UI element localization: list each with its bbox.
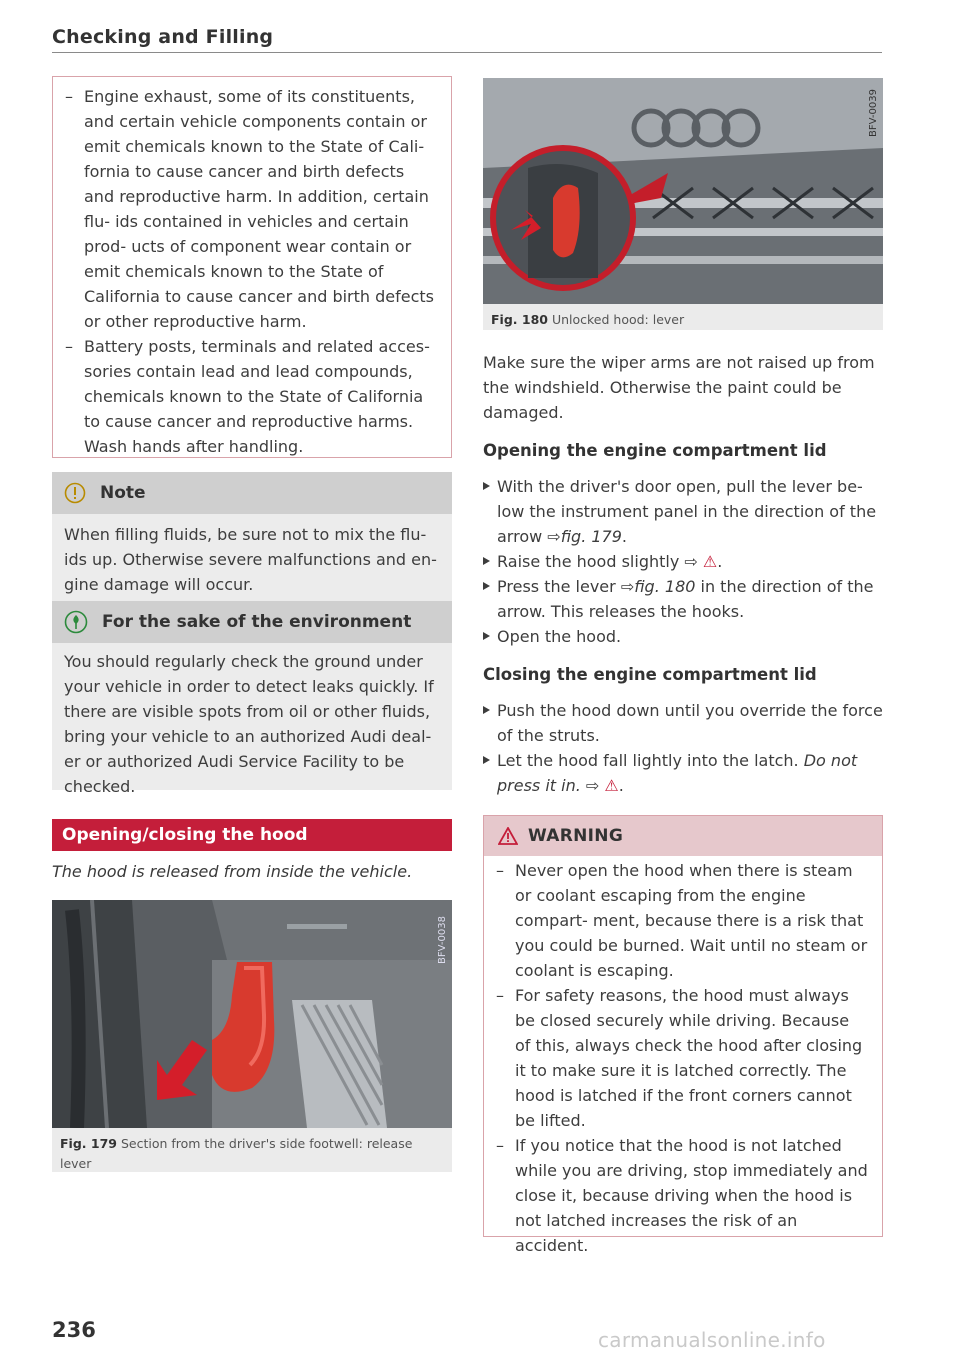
figure-180-caption <box>483 304 883 330</box>
environment-header <box>52 601 452 643</box>
note-body: When filling fluids, be sure not to mix the flu- ids up. Otherwise severe malfunctions and en- gine damage will occur. <box>52 514 452 612</box>
page-header-title: Checking and Filling <box>52 26 274 48</box>
watermark: carmanualsonline.info <box>598 1328 826 1352</box>
figure-caption-text: Section from the driver's side footwell: release lever <box>60 1136 413 1171</box>
footwell-release-lever-image <box>52 900 452 1128</box>
warning-header <box>484 816 882 856</box>
note-header <box>52 472 452 514</box>
environment-box <box>52 601 452 796</box>
warning-item: – Engine exhaust, some of its constituents, and certain vehicle components contain or emit chemicals known to the State of Cali- fornia to cause cancer and birth defects and reproductive harm. In addition, certain flu- ids contained in vehicles and certain prod- ucts of component wear contain or emit chemicals known to the State of California to cause cancer and birth defects or other reproductive harm. <box>63 84 437 334</box>
warning-triangle-icon[interactable]: ⚠ <box>604 776 619 795</box>
step-text: Press the lever <box>497 577 616 596</box>
step-item <box>483 574 883 624</box>
warning-title: WARNING <box>528 826 624 846</box>
warning-items <box>484 856 882 1258</box>
warning-item: – If you notice that the hood is not latched while you are driving, stop immediately and close it, because driving when the hood is not latched increases the risk of an accident. <box>494 1133 868 1258</box>
environment-body: You should regularly check the ground under your vehicle in order to detect leaks quickly. If there are visible spots from oil or other fluids, bring your vehicle to an authorized Audi deal- er or authorized Audi Service Facility to be checked. <box>52 643 452 790</box>
closing-steps <box>483 698 883 798</box>
reference-arrow-icon: ⇨ <box>620 577 635 596</box>
step-text: Let the hood fall lightly into the latch. <box>497 751 799 770</box>
step-emphasis: Do not press it in. <box>497 751 858 795</box>
figure-179 <box>52 900 452 1172</box>
figure-caption-text: Unlocked hood: lever <box>551 312 685 327</box>
warning-item: – For safety reasons, the hood must always be closed securely while driving. Because of this, always check the hood after closing it to make sure it is latched correctly. The hood is latched if the front corners cannot be lifted. <box>494 983 868 1133</box>
figure-180 <box>483 78 883 330</box>
page-number: 236 <box>52 1318 96 1342</box>
figure-label: Fig. 180 <box>491 312 548 327</box>
warning-item: – Never open the hood when there is steam or coolant escaping from the engine compart- ment, because there is a risk that you could be burned. Wait until no steam or coolant is escaping. <box>494 858 868 983</box>
opening-steps <box>483 474 883 649</box>
step-item <box>483 474 883 549</box>
figure-reference-link[interactable]: fig. 179 <box>560 527 622 546</box>
step-suffix: . <box>717 552 723 571</box>
warning-triangle-icon <box>498 827 518 845</box>
figure-code: BFV-0038 <box>437 916 448 964</box>
header-divider <box>52 52 882 53</box>
environment-title: For the sake of the environment <box>102 612 412 632</box>
closing-heading: Closing the engine compartment lid <box>483 665 817 684</box>
note-box <box>52 472 452 612</box>
step-item: Let the hood fall lightly into the latch. Do not press it in. ⇨ ⚠. <box>483 748 883 798</box>
note-title: Note <box>100 483 146 503</box>
step-text: Raise the hood slightly <box>497 552 680 571</box>
section-heading: Opening/closing the hood <box>52 819 452 851</box>
wiper-paragraph: Make sure the wiper arms are not raised up from the windshield. Otherwise the paint could be damaged. <box>483 353 875 422</box>
warning-triangle-icon[interactable]: ⚠ <box>702 552 718 571</box>
environment-leaf-icon <box>64 610 88 634</box>
reference-arrow-icon: ⇨ <box>585 776 600 795</box>
step-suffix: in the direction of the arrow. This releases the hooks. <box>497 577 874 621</box>
warning-box <box>483 815 883 1255</box>
reference-arrow-icon: ⇨ <box>684 552 698 571</box>
california-warning-box <box>52 76 452 458</box>
opening-heading: Opening the engine compartment lid <box>483 441 827 460</box>
step-item: Open the hood. <box>483 624 883 649</box>
figure-179-caption <box>52 1128 452 1172</box>
section-intro: The hood is released from inside the vehicle. <box>52 862 413 881</box>
step-suffix: . <box>621 527 627 546</box>
figure-code: BFV-0039 <box>868 89 879 137</box>
step-item: Push the hood down until you override the force of the struts. <box>483 698 883 748</box>
info-circle-icon <box>64 482 86 504</box>
unlocked-hood-lever-image <box>483 78 883 304</box>
figure-label: Fig. 179 <box>60 1136 117 1151</box>
step-item <box>483 549 883 574</box>
step-text: With the driver's door open, pull the lever be- low the instrument panel in the direction of the arrow <box>497 477 877 546</box>
warning-item: – Battery posts, terminals and related acces- sories contain lead and lead compounds, chemicals known to the State of California to cause cancer and reproductive harms. Wash hands after handling. <box>63 334 437 459</box>
reference-arrow-icon: ⇨ <box>547 527 561 546</box>
figure-reference-link[interactable]: fig. 180 <box>634 577 696 596</box>
